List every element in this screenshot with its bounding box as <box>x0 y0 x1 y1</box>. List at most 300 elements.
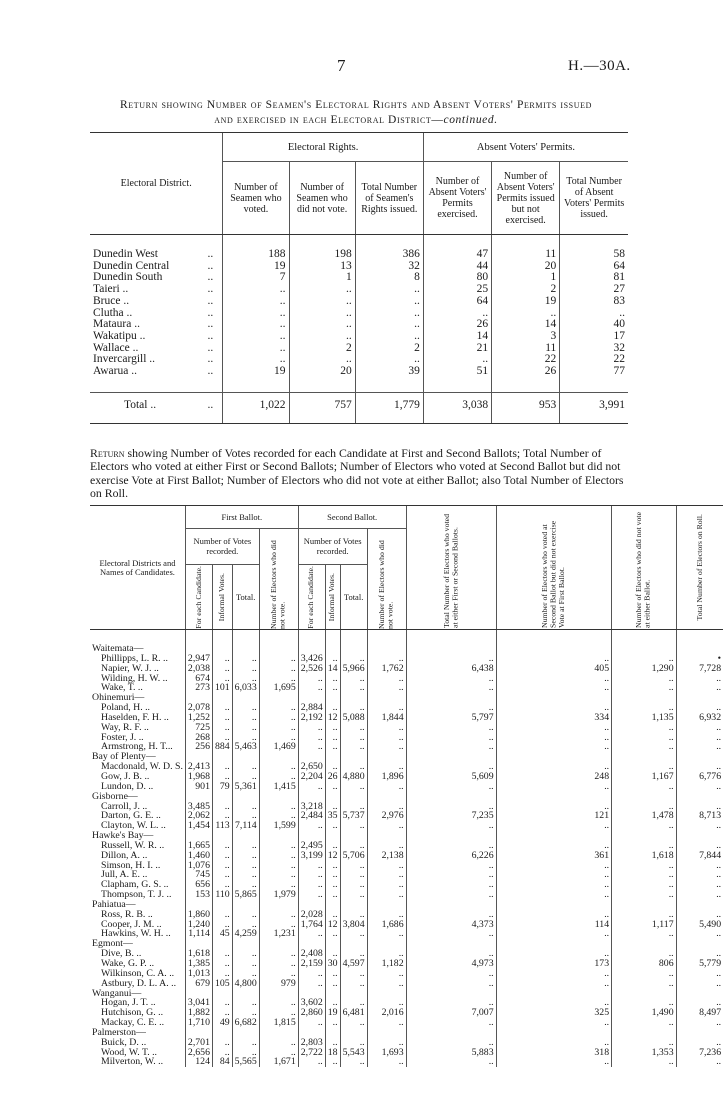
table-cell: 32 <box>560 343 628 355</box>
table-cell: .. <box>325 742 340 752</box>
table-cell: 1,385 <box>185 959 212 969</box>
table-cell: .. <box>340 733 367 743</box>
table-cell: 1,671 <box>259 1057 298 1067</box>
group-second-ballot: Second Ballot. <box>298 506 406 529</box>
table-cell: 105 <box>212 979 232 989</box>
table-cell: 2 <box>492 284 560 296</box>
table-cell: .. <box>340 782 367 792</box>
table-cell: .. <box>340 703 367 713</box>
candidate-name: Gow, J. B. .. <box>101 770 150 782</box>
table-cell: .. <box>612 674 677 684</box>
table-cell: 14 <box>492 319 560 331</box>
table-cell: .. <box>212 772 232 782</box>
table-cell: .. <box>325 654 340 664</box>
table-cell: 8,497 <box>676 1008 723 1018</box>
table-cell: .. <box>325 1038 340 1048</box>
table-cell: 5,565 <box>232 1057 259 1067</box>
table-cell: 6,682 <box>232 1018 259 1028</box>
table-cell: 3 <box>492 331 560 343</box>
table-cell: .. <box>212 949 232 959</box>
table-cell: 5,779 <box>676 959 723 969</box>
district-name: Dunedin Central <box>93 259 170 272</box>
table-cell: .. <box>340 979 367 989</box>
table-cell: 1,454 <box>185 821 212 831</box>
table-cell: .. <box>232 870 259 880</box>
table-cell: 5,463 <box>232 742 259 752</box>
table-cell: .. <box>406 782 496 792</box>
table-cell: .. <box>496 1018 612 1028</box>
col-total-on-roll: Total Number of Electors on Roll. <box>694 514 704 621</box>
table-cell: .. <box>367 723 406 733</box>
table-cell: .. <box>298 1018 325 1028</box>
table-cell: .. <box>367 969 406 979</box>
group-electoral-rights: Electoral Rights. <box>223 133 424 162</box>
table-cell: .. <box>259 703 298 713</box>
col-not-either-ballot: Number of Electors who did not vote at either Ballot. <box>634 511 652 628</box>
table-cell: 58 <box>560 249 628 261</box>
table-cell: .. <box>259 959 298 969</box>
table-cell: .. <box>496 821 612 831</box>
leader-dots: .. <box>207 306 214 319</box>
table-cell: .. <box>232 969 259 979</box>
table-cell: .. <box>367 654 406 664</box>
table-cell: 5,966 <box>340 664 367 674</box>
table-cell: 6,776 <box>676 772 723 782</box>
candidate-row <box>90 1038 723 1048</box>
ballots-table <box>90 505 723 1067</box>
table-cell: 7,114 <box>232 821 259 831</box>
table-cell: .. <box>223 343 289 355</box>
table-cell: .. <box>232 772 259 782</box>
table-cell: 2,484 <box>298 811 325 821</box>
table-cell: 80 <box>423 272 491 284</box>
table-cell: .. <box>232 674 259 684</box>
table-cell: 1,710 <box>185 1018 212 1028</box>
table-cell: 1,618 <box>612 851 677 861</box>
table-cell: .. <box>496 742 612 752</box>
table-cell: 1,135 <box>612 713 677 723</box>
table-cell: .. <box>212 674 232 684</box>
table-cell: .. <box>496 674 612 684</box>
table-cell: 26 <box>325 772 340 782</box>
table-cell: .. <box>325 929 340 939</box>
table-cell: .. <box>232 880 259 890</box>
table-cell: .. <box>676 683 723 693</box>
table-cell: .. <box>406 654 496 664</box>
col-total-permits: Total Number of Absent Voters' Permits issued. <box>560 162 628 235</box>
candidate-row <box>90 683 723 693</box>
table-cell: .. <box>298 870 325 880</box>
district-row <box>90 900 723 910</box>
table-cell: .. <box>212 870 232 880</box>
table-cell: .. <box>340 861 367 871</box>
table-cell: .. <box>232 1048 259 1058</box>
district-heading: Ohinemuri— <box>92 692 145 704</box>
table-cell: .. <box>340 1057 367 1067</box>
table2-title <box>90 447 628 501</box>
table-cell: .. <box>232 654 259 664</box>
table-cell: .. <box>298 723 325 733</box>
table-cell: 2,803 <box>298 1038 325 1048</box>
table-cell: .. <box>367 821 406 831</box>
table-cell: .. <box>612 703 677 713</box>
table-cell: .. <box>367 949 406 959</box>
table-cell: 2,192 <box>298 713 325 723</box>
table-cell: .. <box>298 969 325 979</box>
table-cell: .. <box>496 969 612 979</box>
candidate-row <box>90 1018 723 1028</box>
district-heading: Egmont— <box>92 938 133 950</box>
candidate-name: Dive, B. .. <box>101 948 142 960</box>
second-total: Total. <box>340 565 367 630</box>
table-cell: 20 <box>289 366 355 378</box>
col-total-rights: Total Number of Seamen's Rights issued. <box>355 162 423 235</box>
table-cell: .. <box>612 762 677 772</box>
table-row <box>90 261 628 273</box>
district-row <box>90 831 723 841</box>
table-cell: .. <box>289 296 355 308</box>
table-cell: .. <box>340 1038 367 1048</box>
table-cell: .. <box>406 733 496 743</box>
table-cell: .. <box>340 880 367 890</box>
table-cell: .. <box>340 762 367 772</box>
table-cell: 14 <box>325 664 340 674</box>
table-cell: .. <box>212 1048 232 1058</box>
table-cell: .. <box>612 998 677 1008</box>
table-cell: 27 <box>560 284 628 296</box>
table-cell: .. <box>612 949 677 959</box>
table-cell: .. <box>232 841 259 851</box>
district-name: Bruce .. <box>93 294 130 307</box>
leader-dots: .. <box>198 392 223 417</box>
table-cell: 40 <box>560 319 628 331</box>
table-cell: 334 <box>496 713 612 723</box>
table-cell: 113 <box>212 821 232 831</box>
table-cell: .. <box>676 929 723 939</box>
candidate-row <box>90 929 723 939</box>
table-cell: 4,973 <box>406 959 496 969</box>
table-cell: .. <box>223 296 289 308</box>
table-cell: .. <box>298 929 325 939</box>
table-cell: 1,896 <box>367 772 406 782</box>
table-cell: 1,844 <box>367 713 406 723</box>
candidate-row <box>90 890 723 900</box>
table-cell: .. <box>612 929 677 939</box>
table-cell: 6,438 <box>406 664 496 674</box>
table-cell: 5,883 <box>406 1048 496 1058</box>
table-cell: .. <box>232 959 259 969</box>
table-cell: .. <box>676 723 723 733</box>
table-cell: .. <box>212 861 232 871</box>
table-cell: 22 <box>492 354 560 366</box>
table-cell: 1,618 <box>185 949 212 959</box>
table-cell: 6,226 <box>406 851 496 861</box>
table-cell: 1,599 <box>259 821 298 831</box>
table-cell: .. <box>232 851 259 861</box>
table-cell: 2,722 <box>298 1048 325 1058</box>
table-cell: 884 <box>212 742 232 752</box>
table-cell: 22 <box>560 354 628 366</box>
table-cell: .. <box>367 802 406 812</box>
district-name: Dunedin South <box>93 271 163 284</box>
table-cell: .. <box>259 713 298 723</box>
candidate-name: Hawkins, W. H. .. <box>101 928 171 940</box>
table-cell: .. <box>340 723 367 733</box>
table-cell: 2,413 <box>185 762 212 772</box>
table-cell: 8,713 <box>676 811 723 821</box>
table-cell: .. <box>676 910 723 920</box>
table-cell: .. <box>367 979 406 989</box>
table-cell: .. <box>406 979 496 989</box>
table-cell: .. <box>325 998 340 1008</box>
district-heading: Waitemata— <box>92 643 144 654</box>
table-cell: 1,240 <box>185 920 212 930</box>
table-cell: 83 <box>560 296 628 308</box>
leader-dots: .. <box>207 259 214 272</box>
table-cell: 1,882 <box>185 1008 212 1018</box>
table-cell: 6,033 <box>232 683 259 693</box>
table-cell: .. <box>676 969 723 979</box>
table-cell: .. <box>232 949 259 959</box>
total-cell: 3,991 <box>560 392 628 417</box>
table-cell: .. <box>367 880 406 890</box>
table-cell: 656 <box>185 880 212 890</box>
district-heading: Bay of Plenty— <box>92 751 156 763</box>
candidate-name: Cooper, J. M. .. <box>101 918 162 930</box>
table-cell: .. <box>355 331 423 343</box>
second-informal: Informal Votes. <box>327 572 337 622</box>
table-cell: 5,490 <box>676 920 723 930</box>
candidate-row <box>90 664 723 674</box>
candidate-row <box>90 811 723 821</box>
table-cell: 4,880 <box>340 772 367 782</box>
table-cell: .. <box>212 811 232 821</box>
table-cell: .. <box>259 870 298 880</box>
second-did-not-vote: Number of Electors who did not vote. <box>377 540 395 629</box>
table-cell: .. <box>496 733 612 743</box>
district-row <box>90 989 723 999</box>
table-cell: 12 <box>325 713 340 723</box>
table-cell: 806 <box>612 959 677 969</box>
table-cell: .. <box>496 861 612 871</box>
table-cell: .. <box>289 308 355 320</box>
candidate-name: Wilkinson, C. A. .. <box>101 967 175 979</box>
table-cell: .. <box>496 979 612 989</box>
district-heading: Palmerston— <box>92 1026 146 1038</box>
table2-title-lead: Return <box>90 446 125 460</box>
table-cell: .. <box>340 890 367 900</box>
candidate-row <box>90 821 723 831</box>
table-cell: 5,865 <box>232 890 259 900</box>
leader-dots: .. <box>207 341 214 354</box>
table-cell: 405 <box>496 664 612 674</box>
table-cell: 361 <box>496 851 612 861</box>
district-name: Mataura .. <box>93 318 140 331</box>
table-cell: .. <box>325 674 340 684</box>
district-heading: Hawke's Bay— <box>92 830 154 842</box>
candidate-name: Phillipps, L. R. .. <box>101 652 168 664</box>
table-cell: .. <box>355 308 423 320</box>
table-cell: .. <box>325 979 340 989</box>
table-cell: 3,804 <box>340 920 367 930</box>
table-cell: .. <box>259 723 298 733</box>
table-cell: 1,252 <box>185 713 212 723</box>
table-cell: .. <box>367 742 406 752</box>
table-cell: 4,597 <box>340 959 367 969</box>
table-cell: .. <box>289 354 355 366</box>
table-cell: .. <box>325 1018 340 1028</box>
table-cell: .. <box>259 762 298 772</box>
table-cell: 4,373 <box>406 920 496 930</box>
table-cell: 64 <box>560 261 628 273</box>
candidate-row <box>90 733 723 743</box>
candidate-row <box>90 772 723 782</box>
table-cell: .. <box>406 969 496 979</box>
table-cell: .. <box>612 1018 677 1028</box>
leader-dots: .. <box>207 248 214 260</box>
table1-title-suffix: continued. <box>443 114 498 126</box>
table-cell: 386 <box>355 249 423 261</box>
leader-dots: .. <box>207 329 214 342</box>
table-cell: .. <box>289 331 355 343</box>
table-cell: .. <box>340 1018 367 1028</box>
table-cell: .. <box>406 861 496 871</box>
candidate-name: Wake, T. .. <box>101 682 143 694</box>
table-cell: .. <box>406 1038 496 1048</box>
table-cell: .. <box>340 969 367 979</box>
table-cell: 273 <box>185 683 212 693</box>
table-cell: 2,650 <box>298 762 325 772</box>
total-cell: 1,022 <box>223 392 289 417</box>
table-cell: .. <box>212 880 232 890</box>
table-cell: .. <box>612 654 677 664</box>
district-row <box>90 1028 723 1038</box>
table-cell: .. <box>325 949 340 959</box>
table-cell: .. <box>340 998 367 1008</box>
table-cell: .. <box>212 654 232 664</box>
candidate-row <box>90 782 723 792</box>
table-cell: .. <box>406 683 496 693</box>
table-cell: 1,860 <box>185 910 212 920</box>
table-cell: .. <box>367 1038 406 1048</box>
candidate-name: Carroll, J. .. <box>101 800 148 812</box>
total-cell: 1,779 <box>355 392 423 417</box>
first-votes-recorded: Number of Votes recorded. <box>185 529 259 565</box>
table-cell: .. <box>259 920 298 930</box>
table-cell: .. <box>325 910 340 920</box>
table-cell: .. <box>232 723 259 733</box>
table-cell: .. <box>232 1008 259 1018</box>
table-cell: .. <box>423 308 491 320</box>
table-cell: .. <box>340 683 367 693</box>
table-cell: 1,815 <box>259 1018 298 1028</box>
group-absent-permits: Absent Voters' Permits. <box>423 133 628 162</box>
table-cell: .. <box>406 870 496 880</box>
table-cell: 7,844 <box>676 851 723 861</box>
leader-dots: .. <box>207 318 214 331</box>
table-cell: .. <box>676 841 723 851</box>
table-cell: .. <box>367 1057 406 1067</box>
table-cell: .. <box>232 703 259 713</box>
table-cell: 1,415 <box>259 782 298 792</box>
table-cell: .. <box>406 762 496 772</box>
district-name: Dunedin West <box>93 248 158 260</box>
table-cell: .. <box>406 890 496 900</box>
candidate-row <box>90 703 723 713</box>
candidate-name: Wood, W. T. .. <box>101 1046 158 1058</box>
table-cell: .. <box>232 664 259 674</box>
table-cell: 1,490 <box>612 1008 677 1018</box>
table-cell: 19 <box>325 1008 340 1018</box>
table-cell: .. <box>612 723 677 733</box>
table-cell: 1,076 <box>185 861 212 871</box>
candidate-row <box>90 841 723 851</box>
table-cell: .. <box>259 811 298 821</box>
table-cell: 121 <box>496 811 612 821</box>
candidate-row <box>90 654 723 664</box>
candidate-name: Way, R. F. .. <box>101 721 149 733</box>
table-cell: .. <box>367 733 406 743</box>
table-cell: .. <box>298 890 325 900</box>
col-districts-candidates: Electoral Districts and Names of Candidates. <box>90 506 185 630</box>
table-cell: 1,762 <box>367 664 406 674</box>
col-seamen-voted: Number of Seamen who voted. <box>223 162 289 235</box>
table-row <box>90 249 628 261</box>
table-cell: .. <box>367 841 406 851</box>
table-cell: 2,860 <box>298 1008 325 1018</box>
table-cell: .. <box>676 949 723 959</box>
document-reference: H.—30A. <box>568 58 631 74</box>
table-cell: .. <box>325 733 340 743</box>
candidate-row <box>90 742 723 752</box>
table-cell: .. <box>367 890 406 900</box>
table-cell: .. <box>232 910 259 920</box>
table-cell: 2,701 <box>185 1038 212 1048</box>
table-cell: .. <box>676 861 723 871</box>
table-cell: .. <box>212 969 232 979</box>
group-first-ballot: First Ballot. <box>185 506 298 529</box>
candidate-name: Astbury, D. L. A. .. <box>101 977 177 989</box>
table-cell: 2,078 <box>185 703 212 713</box>
table-cell: .. <box>298 1057 325 1067</box>
table-cell: .. <box>406 998 496 1008</box>
table-cell: 5,609 <box>406 772 496 782</box>
table-cell: 1,114 <box>185 929 212 939</box>
table-cell: 1,693 <box>367 1048 406 1058</box>
first-total: Total. <box>232 565 259 630</box>
district-name: Wakatipu .. <box>93 329 146 342</box>
table-cell: 1 <box>289 272 355 284</box>
table-cell: .. <box>612 742 677 752</box>
table-cell: 1,665 <box>185 841 212 851</box>
table-cell: .. <box>259 998 298 1008</box>
candidate-row <box>90 998 723 1008</box>
table-cell: .. <box>325 880 340 890</box>
table-cell: .. <box>298 733 325 743</box>
table-cell: .. <box>259 664 298 674</box>
candidate-row <box>90 723 723 733</box>
candidate-row <box>90 949 723 959</box>
table-cell: .. <box>340 821 367 831</box>
table-cell: .. <box>496 802 612 812</box>
col-seamen-not-voted: Number of Seamen who did not vote. <box>289 162 355 235</box>
table-row <box>90 331 628 343</box>
candidate-name: Buick, D. .. <box>101 1036 147 1048</box>
table-cell: .. <box>367 870 406 880</box>
table-cell: .. <box>612 821 677 831</box>
district-row <box>90 644 723 654</box>
total-row <box>90 392 628 417</box>
